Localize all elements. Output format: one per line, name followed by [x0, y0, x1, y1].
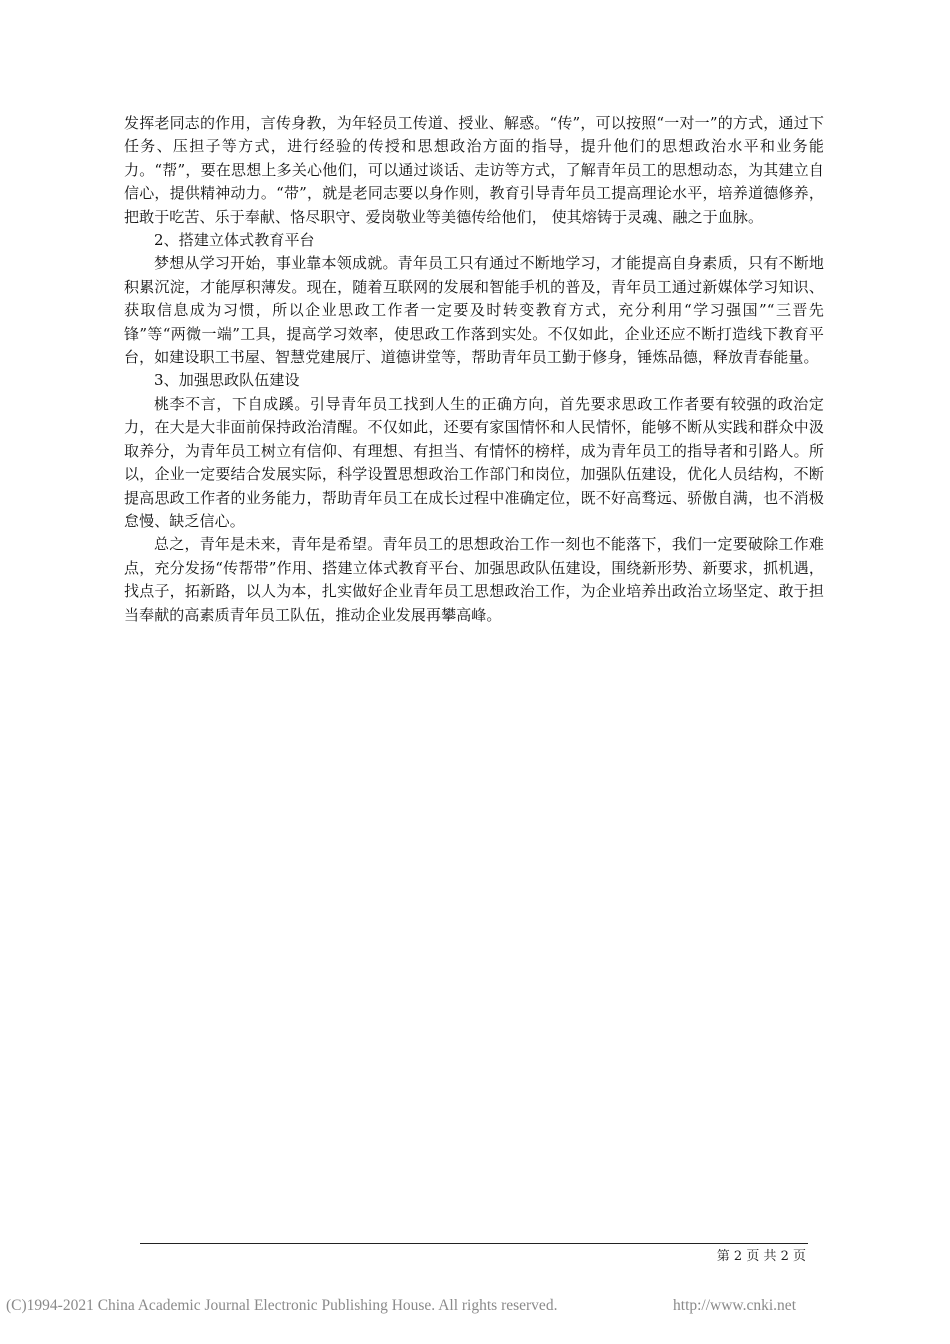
page-number: 第 2 页 共 2 页: [716, 1249, 806, 1264]
paragraph-team-building: 桃李不言，下自成蹊。引导青年员工找到人生的正确方向，首先要求思政工作者要有较强的政治定力，在大是大非面前保持政治清醒。不仅如此，还要有家国情怀和人民情怀，能够不断从实践和群众中汲取养分，为青年员工树立有信仰、有理想、有担当、有情怀的榜样，成为青年员工的指导者和引路人。所以，企业一定要结合发展实际，科学设置思想政治工作部门和岗位，加强队伍建设，优化人员结构，不断提高思政工作者的业务能力，帮助青年员工在成长过程中准确定位，既不好高骛远、骄傲自满，也不消极怠慢、缺乏信心。: [124, 394, 824, 530]
copyright-watermark: [6, 1296, 796, 1316]
paragraph-conclusion: 总之，青年是未来，青年是希望。青年员工的思想政治工作一刻也不能落下，我们一定要破除工作难点，充分发扬“传帮带”作用、搭建立体式教育平台、加强思政队伍建设，围绕新形势、新要求，抓机遇，找点子，拓新路，以人为本，扎实做好企业青年员工思想政治工作，为企业培养出政治立场坚定、敢于担当奉献的高素质青年员工队伍，推动企业发展再攀高峰。: [124, 535, 824, 624]
copyright-url: http://www.cnki.net: [673, 1297, 796, 1314]
paragraph-continuation: 发挥老同志的作用，言传身教，为年轻员工传道、授业、解惑。“传”，可以按照“一对一”的方式，通过下任务、压担子等方式，进行经验的传授和思想政治方面的指导，提升他们的思想政治水平和业务能力。“帮”，要在思想上多关心他们，可以通过谈话、走访等方式，了解青年员工的思想动态，为其建立自信心，提供精神动力。“带”，就是老同志要以身作则，教育引导青年员工提高理论水平，培养道德修养，把敢于吃苦、乐于奉献、恪尽职守、爱岗敬业等美德传给他们， 使其熔铸于灵魂、融之于血脉。: [124, 114, 824, 226]
article-body: [124, 112, 824, 627]
section-heading-3: 3、加强思政队伍建设: [154, 371, 300, 390]
footer-divider: [140, 1243, 808, 1244]
paragraph-education-platform: 梦想从学习开始，事业靠本领成就。青年员工只有通过不断地学习，才能提高自身素质，只有不断地积累沉淀，才能厚积薄发。现在，随着互联网的发展和智能手机的普及，青年员工通过新媒体学习知识、获取信息成为习惯，所以企业思政工作者一定要及时转变教育方式，充分利用“学习强国”“三晋先锋”等“两微一端”工具，提高学习效率，使思政工作落到实处。不仅如此，企业还应不断打造线下教育平台，如建设职工书屋、智慧党建展厅、道德讲堂等，帮助青年员工勤于修身，锤炼品德，释放青春能量。: [124, 254, 824, 367]
copyright-notice: (C)1994-2021 China Academic Journal Electronic Publishing House. All rights reserved.: [6, 1297, 558, 1314]
section-heading-2: 2、搭建立体式教育平台: [154, 231, 315, 250]
